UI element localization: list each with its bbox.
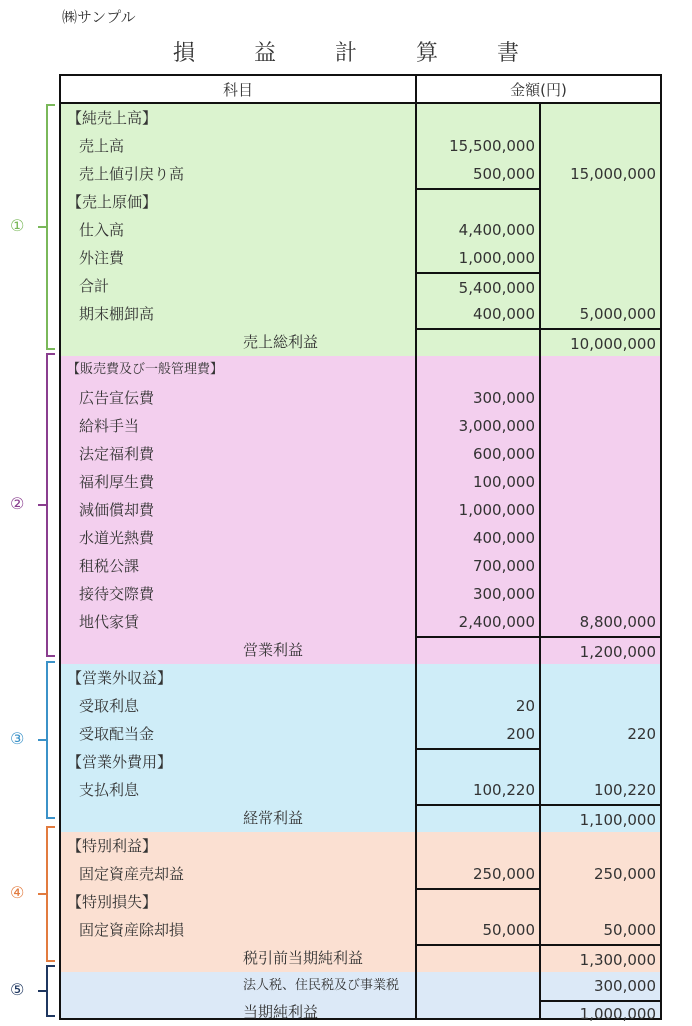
table-row <box>61 524 660 552</box>
header-subject: 科目 <box>222 81 253 99</box>
row-total: 1,200,000 <box>579 643 656 661</box>
row-label: 外注費 <box>79 249 125 267</box>
row-total: 300,000 <box>593 977 656 995</box>
table-row <box>61 272 660 300</box>
row-label: 受取利息 <box>79 697 140 715</box>
table-row <box>61 412 660 440</box>
row-amount: 100,220 <box>472 781 535 799</box>
row-label: 売上値引戻り高 <box>79 165 185 183</box>
row-amount: 2,400,000 <box>458 613 535 631</box>
row-label: 【売上原価】 <box>67 193 158 211</box>
section-marker-4: ④ <box>10 883 25 902</box>
row-label: 経常利益 <box>243 809 304 827</box>
row-label: 固定資産除却損 <box>79 921 185 939</box>
table-row <box>61 664 660 692</box>
row-total: 250,000 <box>593 865 656 883</box>
row-label: 売上総利益 <box>243 333 319 351</box>
row-label: 営業利益 <box>243 641 304 659</box>
table-row <box>61 496 660 524</box>
section-marker-2: ② <box>10 494 25 513</box>
table-row <box>61 972 660 1000</box>
row-label: 税引前当期純利益 <box>243 949 364 967</box>
table-row <box>61 160 660 188</box>
row-label: 福利厚生費 <box>79 473 155 491</box>
row-label: 法定福利費 <box>79 445 155 463</box>
row-total: 50,000 <box>603 921 656 939</box>
row-label: 【特別利益】 <box>67 837 158 855</box>
section-marker-3: ③ <box>10 729 25 748</box>
table-row <box>61 132 660 160</box>
table-row <box>61 636 660 664</box>
row-label: 【特別損失】 <box>67 893 158 911</box>
row-total: 100,220 <box>593 781 656 799</box>
row-total: 15,000,000 <box>570 165 656 183</box>
income-statement-table <box>59 74 662 1023</box>
row-amount: 4,400,000 <box>458 221 535 239</box>
row-total: 220 <box>627 725 656 743</box>
row-amount: 400,000 <box>472 529 535 547</box>
table-row <box>61 356 660 384</box>
row-label: 受取配当金 <box>79 725 155 743</box>
table-row <box>61 776 660 804</box>
table-row <box>61 944 660 972</box>
table-row <box>61 608 660 636</box>
table-row <box>61 328 660 356</box>
table-row <box>61 832 660 860</box>
table-row <box>61 720 660 748</box>
row-label: 法人税、住民税及び事業税 <box>243 978 400 993</box>
row-label: 地代家賃 <box>79 613 140 631</box>
row-total: 1,000,000 <box>579 1005 656 1023</box>
table-row <box>61 468 660 496</box>
table-row <box>61 300 660 328</box>
row-amount: 5,400,000 <box>458 279 535 297</box>
row-label: 広告宣伝費 <box>79 389 155 407</box>
table-row <box>61 580 660 608</box>
table-row <box>61 804 660 832</box>
row-label: 接待交際費 <box>79 585 155 603</box>
row-amount: 100,000 <box>472 473 535 491</box>
table-row <box>61 860 660 888</box>
table-row <box>61 692 660 720</box>
row-amount: 600,000 <box>472 445 535 463</box>
row-amount: 250,000 <box>472 865 535 883</box>
row-amount: 400,000 <box>472 305 535 323</box>
table-row <box>61 748 660 776</box>
row-amount: 700,000 <box>472 557 535 575</box>
row-label: 【営業外収益】 <box>67 669 173 687</box>
table-row <box>61 216 660 244</box>
row-total: 1,100,000 <box>579 811 656 829</box>
row-amount: 300,000 <box>472 389 535 407</box>
row-label: 減価償却費 <box>79 501 155 519</box>
company-name: ㈱サンプル <box>62 8 136 26</box>
row-label: 支払利息 <box>79 781 140 799</box>
table-row <box>61 552 660 580</box>
table-row <box>61 104 660 132</box>
row-amount: 1,000,000 <box>458 249 535 267</box>
row-label: 期末棚卸高 <box>79 305 155 323</box>
row-amount: 200 <box>506 725 535 743</box>
row-amount: 1,000,000 <box>458 501 535 519</box>
row-label: 【純売上高】 <box>67 109 158 127</box>
row-label: 水道光熱費 <box>79 529 155 547</box>
row-label: 当期純利益 <box>243 1003 319 1021</box>
table-header <box>61 76 660 104</box>
row-label: 租税公課 <box>79 557 140 575</box>
section-marker-1: ① <box>10 216 25 235</box>
row-label: 給料手当 <box>79 417 140 435</box>
table-row <box>61 1000 660 1023</box>
row-amount: 15,500,000 <box>449 137 535 155</box>
row-label: 仕入高 <box>79 221 125 239</box>
table-row <box>61 888 660 916</box>
row-label: 【営業外費用】 <box>67 753 173 771</box>
row-label: 固定資産売却益 <box>79 865 185 883</box>
table-row <box>61 384 660 412</box>
row-total: 1,300,000 <box>579 951 656 969</box>
statement-title: 損 益 計 算 書 <box>173 41 545 66</box>
table-row <box>61 440 660 468</box>
row-amount: 3,000,000 <box>458 417 535 435</box>
table-row <box>61 916 660 944</box>
row-amount: 20 <box>515 697 535 715</box>
section-marker-5: ⑤ <box>10 980 25 999</box>
table-row <box>61 244 660 272</box>
table-row <box>61 188 660 216</box>
row-amount: 50,000 <box>482 921 535 939</box>
row-amount: 500,000 <box>472 165 535 183</box>
row-label: 売上高 <box>79 137 125 155</box>
row-label: 【販売費及び一般管理費】 <box>67 362 224 377</box>
header-amount: 金額(円) <box>415 76 660 104</box>
row-total: 10,000,000 <box>570 335 656 353</box>
row-amount: 300,000 <box>472 585 535 603</box>
row-label: 合計 <box>79 277 110 295</box>
row-total: 8,800,000 <box>579 613 656 631</box>
row-total: 5,000,000 <box>579 305 656 323</box>
